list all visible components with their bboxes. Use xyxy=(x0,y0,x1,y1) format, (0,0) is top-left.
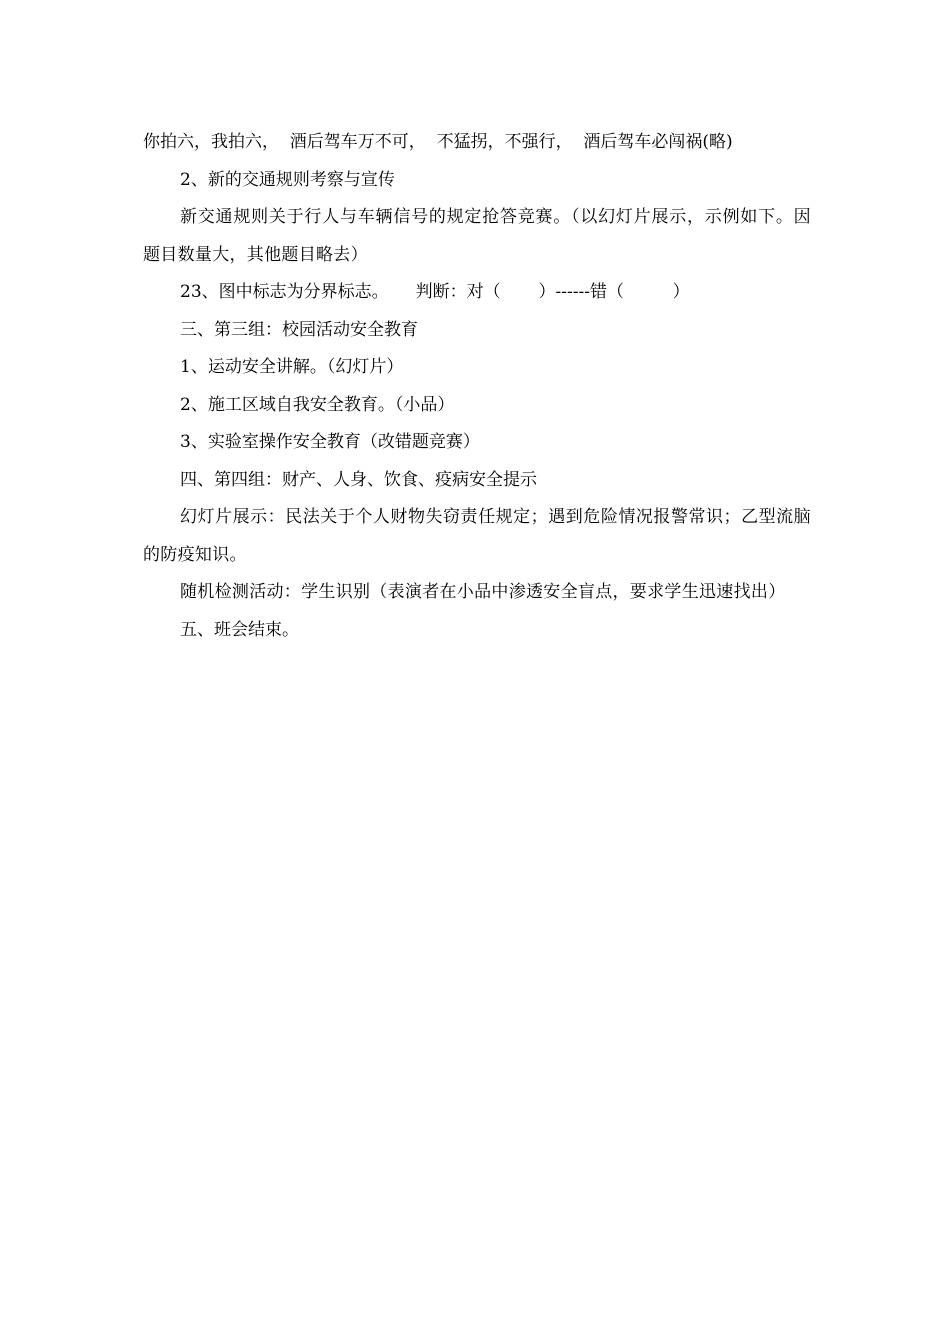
quiz-question-23: 23、图中标志为分界标志。 判断：对（ ）------错（ ） xyxy=(180,282,690,302)
document-body xyxy=(143,124,811,649)
section-heading-group-3: 三、第三组：校园活动安全教育 xyxy=(180,319,418,340)
section-item-2-construction-safety: 2、施工区域自我安全教育。（小品） xyxy=(180,394,455,415)
section-item-2-traffic-rules: 2、新的交通规则考察与宣传 xyxy=(180,169,395,190)
slide-presentation-paragraph: 幻灯片展示：民法关于个人财物失窃责任规定；遇到危险情况报警常识；乙型流脑的防疫知识。 xyxy=(143,507,811,565)
quiz-description-paragraph: 新交通规则关于行人与车辆信号的规定抢答竞赛。（以幻灯片展示，示例如下。因题目数量大，其他题目略去） xyxy=(143,207,811,265)
section-item-1-sports-safety: 1、运动安全讲解。（幻灯片） xyxy=(180,357,404,377)
section-heading-end: 五、班会结束。 xyxy=(180,619,299,640)
random-check-paragraph: 随机检测活动：学生识别（表演者在小品中渗透安全盲点，要求学生迅速找出） xyxy=(180,582,786,602)
section-item-3-lab-safety: 3、实验室操作安全教育（改错题竞赛） xyxy=(180,432,480,452)
section-heading-group-4: 四、第四组：财产、人身、饮食、疫病安全提示 xyxy=(180,469,537,490)
rhyme-line: 你拍六，我拍六， 酒后驾车万不可， 不猛拐，不强行， 酒后驾车必闯祸(略) xyxy=(143,132,733,152)
